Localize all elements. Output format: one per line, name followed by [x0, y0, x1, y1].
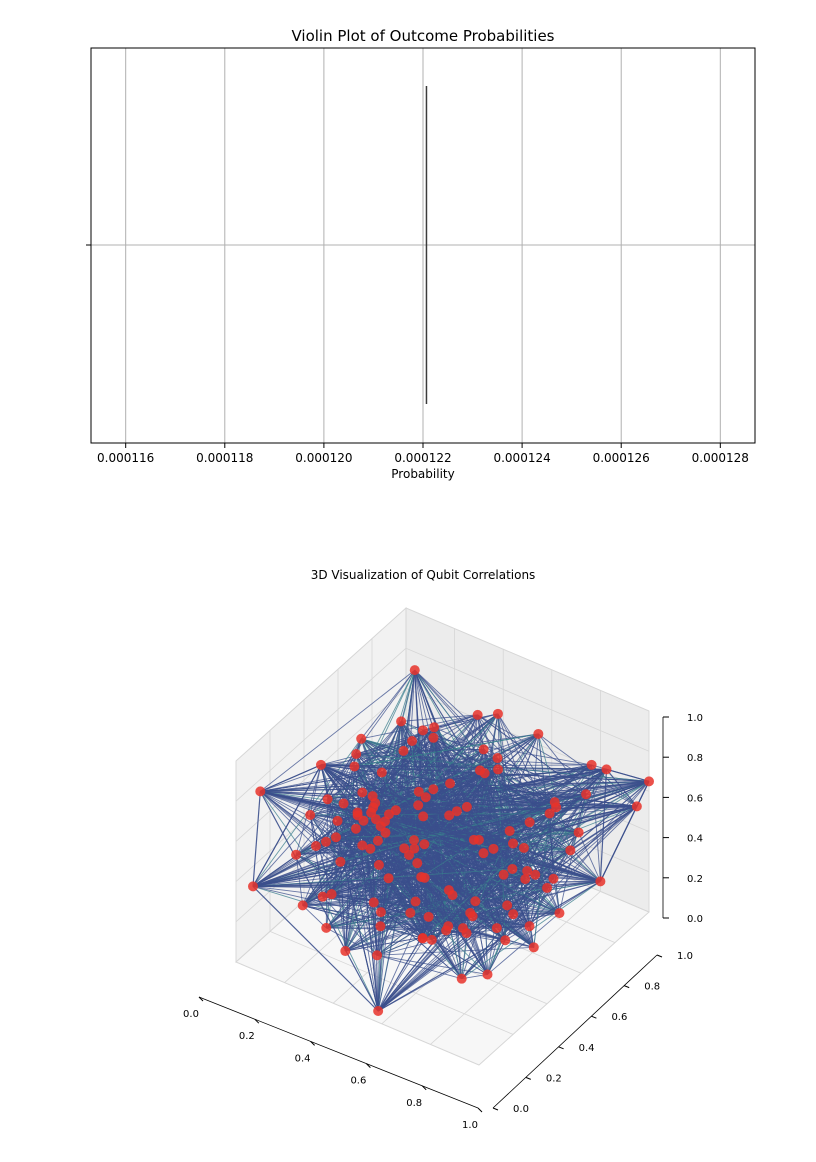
qubit-point — [351, 749, 361, 759]
x-tick-label: 0.6 — [350, 1075, 367, 1087]
qubit-point — [519, 843, 529, 853]
qubit-point — [376, 907, 386, 917]
qubit-point — [371, 814, 381, 824]
qubit-point — [331, 832, 341, 842]
qubit-point — [488, 844, 498, 854]
qubit-point — [427, 935, 437, 945]
qubit-point — [298, 900, 308, 910]
qubit-point — [492, 923, 502, 933]
z-tick-label: 0.2 — [687, 873, 703, 885]
qubit-point — [473, 710, 483, 720]
y-tick-mark — [526, 1077, 531, 1079]
qubit-point — [409, 835, 419, 845]
qubit-point — [318, 892, 328, 902]
qubit-point — [479, 744, 489, 754]
qubit-point — [291, 850, 301, 860]
y-tick-mark — [559, 1047, 564, 1049]
qubit-point — [508, 909, 518, 919]
violin-xtick-label: 0.000124 — [493, 451, 551, 465]
qubit-point — [469, 835, 479, 845]
qubit-point — [587, 760, 597, 770]
violin-xtick-label: 0.000122 — [394, 451, 452, 465]
qubit-point — [462, 802, 472, 812]
qubit-point — [595, 876, 605, 886]
x-tick-label: 0.4 — [294, 1053, 311, 1065]
y-tick-label: 0.0 — [513, 1104, 529, 1115]
qubit-point — [311, 841, 321, 851]
qubit-point — [470, 896, 480, 906]
qubit-point — [357, 840, 367, 850]
qubit-point — [405, 908, 415, 918]
qubit-point — [525, 817, 535, 827]
qubit-point — [327, 889, 337, 899]
qubit-point — [542, 883, 552, 893]
qubit-point — [448, 890, 458, 900]
qubit-point — [500, 935, 510, 945]
z-tick-label: 0.0 — [687, 914, 703, 925]
x-tick-mark — [478, 1108, 482, 1112]
qubit-point — [525, 921, 535, 931]
qubit-point — [411, 897, 421, 907]
qubit-point — [548, 874, 558, 884]
qubit-point — [418, 811, 428, 821]
qubit-point — [457, 974, 467, 984]
qubit-point — [522, 866, 532, 876]
y-tick-label: 0.6 — [611, 1012, 628, 1024]
qubit-point — [418, 725, 428, 735]
qubit-point — [413, 800, 423, 810]
qubit-point — [377, 767, 387, 777]
qubit-point — [375, 921, 385, 931]
qubit-point — [505, 826, 515, 836]
qubit-point — [493, 764, 503, 774]
qubit-point — [374, 860, 384, 870]
qubit-point — [321, 837, 331, 847]
x-tick-label: 0.0 — [183, 1009, 199, 1020]
scatter3d-plot — [0, 560, 816, 1160]
y-tick-mark — [657, 955, 662, 957]
qubit-point — [353, 810, 363, 820]
qubit-point — [351, 824, 361, 834]
y-tick-label: 0.4 — [578, 1042, 595, 1054]
violin-plot — [0, 0, 816, 500]
qubit-point — [349, 762, 359, 772]
qubit-point — [416, 872, 426, 882]
qubit-point — [499, 870, 509, 880]
qubit-point — [475, 765, 485, 775]
qubit-point — [321, 923, 331, 933]
qubit-point — [545, 809, 555, 819]
violin-xtick-label: 0.000128 — [691, 451, 749, 465]
qubit-point — [508, 838, 518, 848]
qubit-point — [468, 911, 478, 921]
qubit-point — [452, 806, 462, 816]
y-tick-mark — [624, 986, 629, 988]
qubit-point — [565, 845, 575, 855]
qubit-point — [369, 897, 379, 907]
qubit-point — [384, 873, 394, 883]
qubit-point — [323, 794, 333, 804]
qubit-point — [502, 900, 512, 910]
qubit-point — [372, 950, 382, 960]
violin-gridlines — [91, 48, 755, 443]
qubit-point — [479, 848, 489, 858]
qubit-point — [462, 928, 472, 938]
qubit-point — [255, 786, 265, 796]
x-tick-label: 0.2 — [238, 1031, 255, 1043]
violin-xticks — [97, 443, 749, 465]
qubit-point — [339, 799, 349, 809]
qubit-point — [482, 969, 492, 979]
qubit-point — [529, 942, 539, 952]
qubit-point — [398, 746, 408, 756]
y-tick-mark — [493, 1108, 498, 1110]
qubit-point — [333, 816, 343, 826]
qubit-point — [418, 933, 428, 943]
qubit-point — [574, 827, 584, 837]
qubit-point — [419, 839, 429, 849]
z-tick-label: 1.0 — [687, 713, 703, 724]
qubit-point — [632, 801, 642, 811]
z-tick-label: 0.8 — [687, 753, 703, 765]
qubit-point — [340, 946, 350, 956]
qubit-point — [493, 753, 503, 763]
violin-xtick-label: 0.000120 — [295, 451, 353, 465]
violin-xtick-label: 0.000116 — [97, 451, 155, 465]
qubit-point — [404, 850, 414, 860]
y-tick-label: 0.2 — [545, 1073, 562, 1085]
qubit-point — [373, 836, 383, 846]
qubit-point — [424, 912, 434, 922]
violin-xlabel: Probability — [391, 467, 455, 481]
qubit-point — [507, 864, 517, 874]
violin-title: Violin Plot of Outcome Probabilities — [291, 27, 555, 45]
y-tick-label: 1.0 — [677, 951, 693, 962]
qubit-point — [373, 1006, 383, 1016]
y-tick-label: 0.8 — [644, 981, 661, 993]
qubit-point — [356, 734, 366, 744]
qubit-point — [305, 810, 315, 820]
qubit-point — [335, 857, 345, 867]
z-tick-label: 0.4 — [687, 833, 703, 845]
qubit-point — [407, 736, 417, 746]
y-tick-mark — [591, 1016, 596, 1018]
x-tick-label: 0.8 — [406, 1097, 423, 1109]
qubit-point — [554, 908, 564, 918]
violin-xtick-label: 0.000126 — [592, 451, 650, 465]
qubit-point — [368, 803, 378, 813]
scatter3d-title: 3D Visualization of Qubit Correlations — [310, 568, 536, 582]
qubit-point — [644, 776, 654, 786]
z-tick-label: 0.6 — [687, 793, 703, 805]
qubit-point — [410, 665, 420, 675]
qubit-point — [391, 805, 401, 815]
qubit-point — [581, 789, 591, 799]
qubit-point — [428, 784, 438, 794]
qubit-point — [316, 760, 326, 770]
qubit-point — [412, 858, 422, 868]
x-tick-label: 1.0 — [462, 1120, 478, 1131]
violin-xtick-label: 0.000118 — [196, 451, 254, 465]
qubit-point — [443, 921, 453, 931]
qubit-point — [429, 722, 439, 732]
qubit-point — [357, 788, 367, 798]
qubit-point — [248, 881, 258, 891]
qubit-point — [396, 716, 406, 726]
qubit-point — [493, 709, 503, 719]
qubit-point — [421, 792, 431, 802]
qubit-point — [445, 779, 455, 789]
qubit-point — [533, 729, 543, 739]
qubit-point — [602, 764, 612, 774]
qubit-point — [428, 733, 438, 743]
